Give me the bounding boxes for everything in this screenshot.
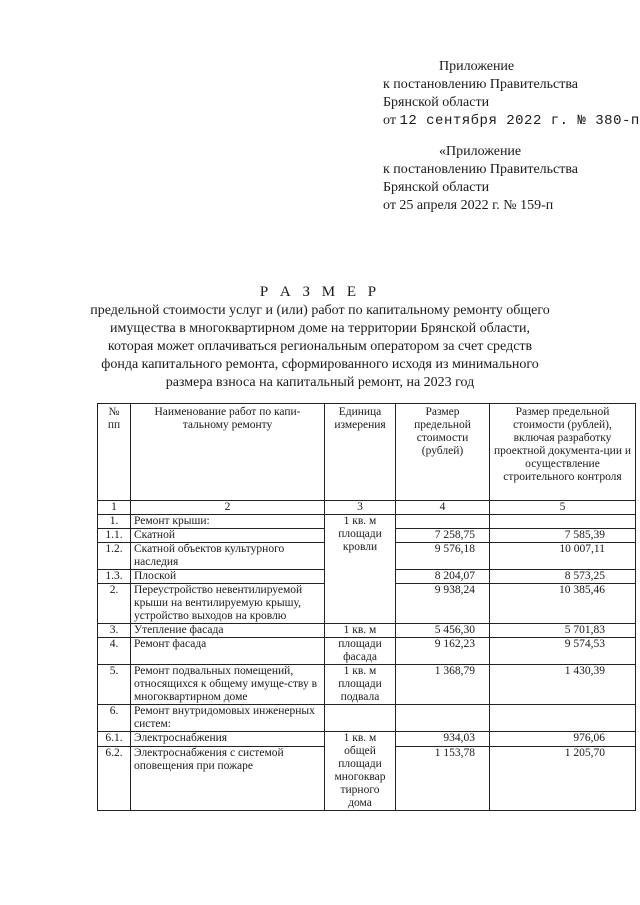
- header-cost: Размер предельной стоимости (рублей): [396, 404, 490, 501]
- row-name: Электроснабжения: [131, 732, 325, 747]
- row-no: 2.: [98, 584, 131, 624]
- prev-appendix-decree-line: к постановлению Правительства: [383, 162, 579, 177]
- row-cost-design: 5 701,83: [490, 624, 636, 638]
- table-row: [98, 705, 636, 732]
- row-cost: 934,03: [396, 732, 490, 747]
- row-cost-design: 10 007,11: [490, 543, 636, 570]
- unit-basement: 1 кв. м площади подвала: [325, 665, 396, 705]
- row-no: 1.1.: [98, 529, 131, 543]
- table-row: [98, 624, 636, 638]
- unit-facade-repair: площади фасада: [325, 638, 396, 665]
- col-number: 1: [98, 501, 131, 515]
- row-cost: 5 456,30: [396, 624, 490, 638]
- row-cost-design: [490, 515, 636, 529]
- handwritten-date-number: 12 сентября 2022 г. № 380-п: [399, 113, 640, 129]
- row-cost: 7 258,75: [396, 529, 490, 543]
- row-name: Скатной объектов культурного наследия: [131, 543, 325, 570]
- row-no: 1.2.: [98, 543, 131, 570]
- title-line: фонда капитального ремонта, сформированного исходя из минимального: [101, 357, 539, 372]
- row-cost: 1 153,78: [396, 747, 490, 811]
- prev-appendix-label: «Приложение: [439, 144, 522, 159]
- unit-roof: 1 кв. м площади кровли: [325, 515, 396, 624]
- column-number-row: [98, 501, 636, 515]
- title-line: которая может оплачиваться региональным оператором за счет средств: [107, 339, 533, 354]
- row-name: Электроснабжения с системой оповещения при пожаре: [131, 747, 325, 811]
- row-cost-design: 8 573,25: [490, 570, 636, 584]
- header-no: № пп: [98, 404, 131, 501]
- prev-appendix-date-line: от 25 апреля 2022 г. № 159-п: [383, 198, 554, 213]
- row-no: 1.: [98, 515, 131, 529]
- row-cost-design: 9 574,53: [490, 638, 636, 665]
- appendix-previous: [383, 143, 578, 215]
- row-name: Ремонт фасада: [131, 638, 325, 665]
- table-row: [98, 732, 636, 747]
- row-cost-design: 1 430,39: [490, 665, 636, 705]
- table-row: [98, 638, 636, 665]
- row-no: 6.1.: [98, 732, 131, 747]
- row-no: 5.: [98, 665, 131, 705]
- table-row: [98, 515, 636, 529]
- header-cost-design: Размер предельной стоимости (рублей), включая разработку проектной документа-ции и осуществление строительного контроля: [490, 404, 636, 501]
- row-cost-design: 1 205,70: [490, 747, 636, 811]
- row-cost: [396, 705, 490, 732]
- row-no: 3.: [98, 624, 131, 638]
- col-number: 5: [490, 501, 636, 515]
- row-no: 6.: [98, 705, 131, 732]
- row-cost-design: 10 385,46: [490, 584, 636, 624]
- row-no: 4.: [98, 638, 131, 665]
- unit-facade-insulation: 1 кв. м: [325, 624, 396, 638]
- header-unit: Единица измерения: [325, 404, 396, 501]
- table-header-row: [98, 404, 636, 501]
- date-prefix: от: [383, 113, 396, 128]
- unit-empty: [325, 705, 396, 732]
- document-title: [60, 283, 580, 392]
- row-name: Ремонт крыши:: [131, 515, 325, 529]
- row-cost: 9 162,23: [396, 638, 490, 665]
- row-cost: 9 938,24: [396, 584, 490, 624]
- row-no: 1.3.: [98, 570, 131, 584]
- row-cost: 1 368,79: [396, 665, 490, 705]
- col-number: 3: [325, 501, 396, 515]
- cost-table: [97, 403, 636, 811]
- appendix-label: Приложение: [439, 59, 515, 74]
- row-name: Скатной: [131, 529, 325, 543]
- row-name: Ремонт внутридомовых инженерных систем:: [131, 705, 325, 732]
- title-heading: Р А З М Е Р: [259, 284, 381, 300]
- row-cost: 9 576,18: [396, 543, 490, 570]
- row-name: Ремонт подвальных помещений, относящихся к общему имуще-ству в многоквартирном доме: [131, 665, 325, 705]
- unit-systems: 1 кв. м общей площади многоквар тирного дома: [325, 732, 396, 811]
- header-name: Наименование работ по капи-тальному ремонту: [131, 404, 325, 501]
- appendix-region-line: Брянской области: [383, 95, 490, 110]
- appendix-decree-line: к постановлению Правительства: [383, 77, 579, 92]
- row-cost-design: 7 585,39: [490, 529, 636, 543]
- row-cost-design: 976,06: [490, 732, 636, 747]
- row-name: Утепление фасада: [131, 624, 325, 638]
- row-cost: [396, 515, 490, 529]
- table-row: [98, 665, 636, 705]
- title-line: имущества в многоквартирном доме на территории Брянской области,: [110, 321, 530, 336]
- col-number: 4: [396, 501, 490, 515]
- appendix-date-line: [383, 112, 640, 130]
- row-cost-design: [490, 705, 636, 732]
- row-name: Переустройство невентилируемой крыши на вентилируемую крышу, устройство выходов на кровлю: [131, 584, 325, 624]
- row-name: Плоской: [131, 570, 325, 584]
- title-line: предельной стоимости услуг и (или) работ по капитальному ремонту общего: [90, 303, 550, 318]
- appendix-current: [383, 58, 640, 130]
- title-line: размера взноса на капитальный ремонт, на 2023 год: [165, 375, 475, 390]
- col-number: 2: [131, 501, 325, 515]
- prev-appendix-region-line: Брянской области: [383, 180, 490, 195]
- row-cost: 8 204,07: [396, 570, 490, 584]
- row-no: 6.2.: [98, 747, 131, 811]
